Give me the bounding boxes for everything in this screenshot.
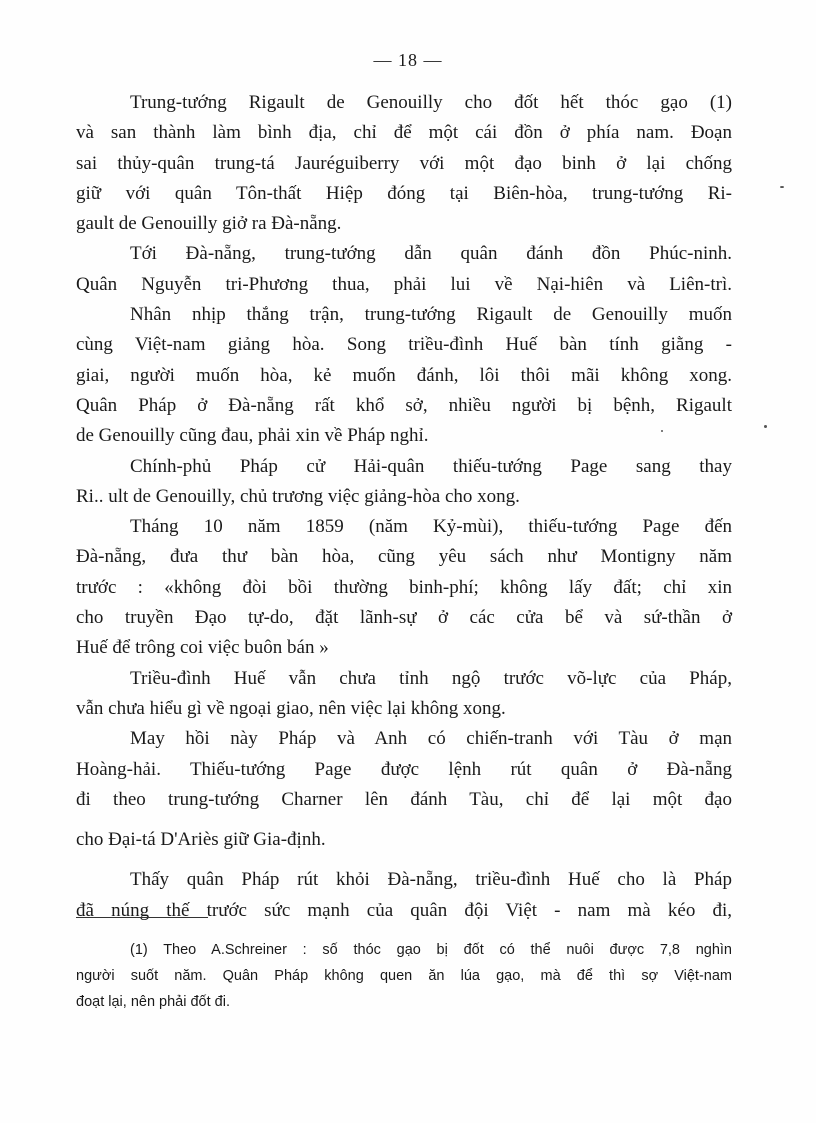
paragraph-line: Hoàng-hải. Thiếu-tướng Page được lệnh rút quân ở Đà-nẵng <box>76 758 732 780</box>
scan-speck <box>780 186 784 188</box>
paragraph-line: đi theo trung-tướng Charner lên đánh Tàu, chỉ để lại một đạo <box>76 788 732 810</box>
page-number: — 18 — <box>373 50 443 70</box>
paragraph-line: sai thủy-quân trung-tá Jauréguiberry với một đạo binh ở lại chống <box>76 152 732 174</box>
paragraph-line: cho truyền Đạo tự-do, đặt lãnh-sự ở các cửa bể và sứ-thần ở <box>76 607 732 629</box>
paragraph-line: vẫn chưa hiểu gì về ngoại giao, nên việc lại không xong. <box>76 697 506 719</box>
paragraph-line: Huế để trông coi việc buôn bán » <box>76 637 329 659</box>
paragraph-line: Tháng 10 năm 1859 (năm Kỷ-mùi), thiếu-tướng Page đến <box>130 516 732 538</box>
paragraph-line: Triều-đình Huế vẫn chưa tỉnh ngộ trước võ-lực của Pháp, <box>130 667 732 689</box>
footnote-divider <box>76 917 208 918</box>
paragraph-line: đã núng thế trước sức mạnh của quân đội Việt - nam mà kéo đi, <box>76 899 732 921</box>
paragraph-line: Thấy quân Pháp rút khỏi Đà-nẵng, triều-đình Huế cho là Pháp <box>130 869 732 891</box>
scan-speck <box>764 425 767 428</box>
paragraph-line: Quân Nguyễn tri-Phương thua, phải lui về Nại-hiên và Liên-trì. <box>76 273 732 295</box>
paragraph-line: May hồi này Pháp và Anh có chiến-tranh với Tàu ở mạn <box>130 728 732 750</box>
paragraph-line: giai, người muốn hòa, kẻ muốn đánh, lôi thôi mãi không xong. <box>76 364 732 386</box>
paragraph-line: Đà-nẵng, đưa thư bàn hòa, cũng yêu sách như Montigny năm <box>76 546 732 568</box>
footnote <box>76 937 732 1015</box>
footnote-line: đoạt lại, nên phải đốt đi. <box>76 994 230 1010</box>
paragraph-line: Ri.. ult de Genouilly, chủ trương việc giảng-hòa cho xong. <box>76 485 520 507</box>
paragraph-line: trước : «không đòi bồi thường binh-phí; không lấy đất; chỉ xin <box>76 576 732 598</box>
scan-speck <box>661 430 663 432</box>
paragraph-line: cho Đại-tá D'Ariès giữ Gia-định. <box>76 829 326 851</box>
paragraph-line: Quân Pháp ở Đà-nẵng rất khổ sở, nhiều người bị bệnh, Rigault <box>76 394 732 416</box>
paragraph-line: Tới Đà-nẵng, trung-tướng dẫn quân đánh đồn Phúc-ninh. <box>130 243 732 265</box>
paragraph-line: giữ với quân Tôn-thất Hiệp đóng tại Biên-hòa, trung-tướng Ri- <box>76 182 732 204</box>
footnote-line: (1) Theo A.Schreiner : số thóc gạo bị đốt có thể nuôi được 7,8 nghìn <box>130 942 732 958</box>
paragraph-line: de Genouilly cũng đau, phải xin về Pháp nghỉ. <box>76 425 429 447</box>
paragraph-line: cùng Việt-nam giảng hòa. Song triều-đình Huế bàn tính giằng - <box>76 334 732 356</box>
body-text <box>76 88 732 926</box>
paragraph-line: Trung-tướng Rigault de Genouilly cho đốt hết thóc gạo (1) <box>130 92 732 113</box>
paragraph-line: và san thành làm bình địa, chỉ để một cái đồn ở phía nam. Đoạn <box>76 122 732 144</box>
paragraph-line: Nhân nhịp thắng trận, trung-tướng Rigault de Genouilly muốn <box>130 304 732 326</box>
footnote-line: người suốt năm. Quân Pháp không quen ăn lúa gạo, mà để thì sợ Việt-nam <box>76 968 732 984</box>
paragraph-line: gault de Genouilly giở ra Đà-nẵng. <box>76 213 342 235</box>
paragraph-line: Chính-phủ Pháp cử Hải-quân thiếu-tướng Page sang thay <box>130 455 732 477</box>
